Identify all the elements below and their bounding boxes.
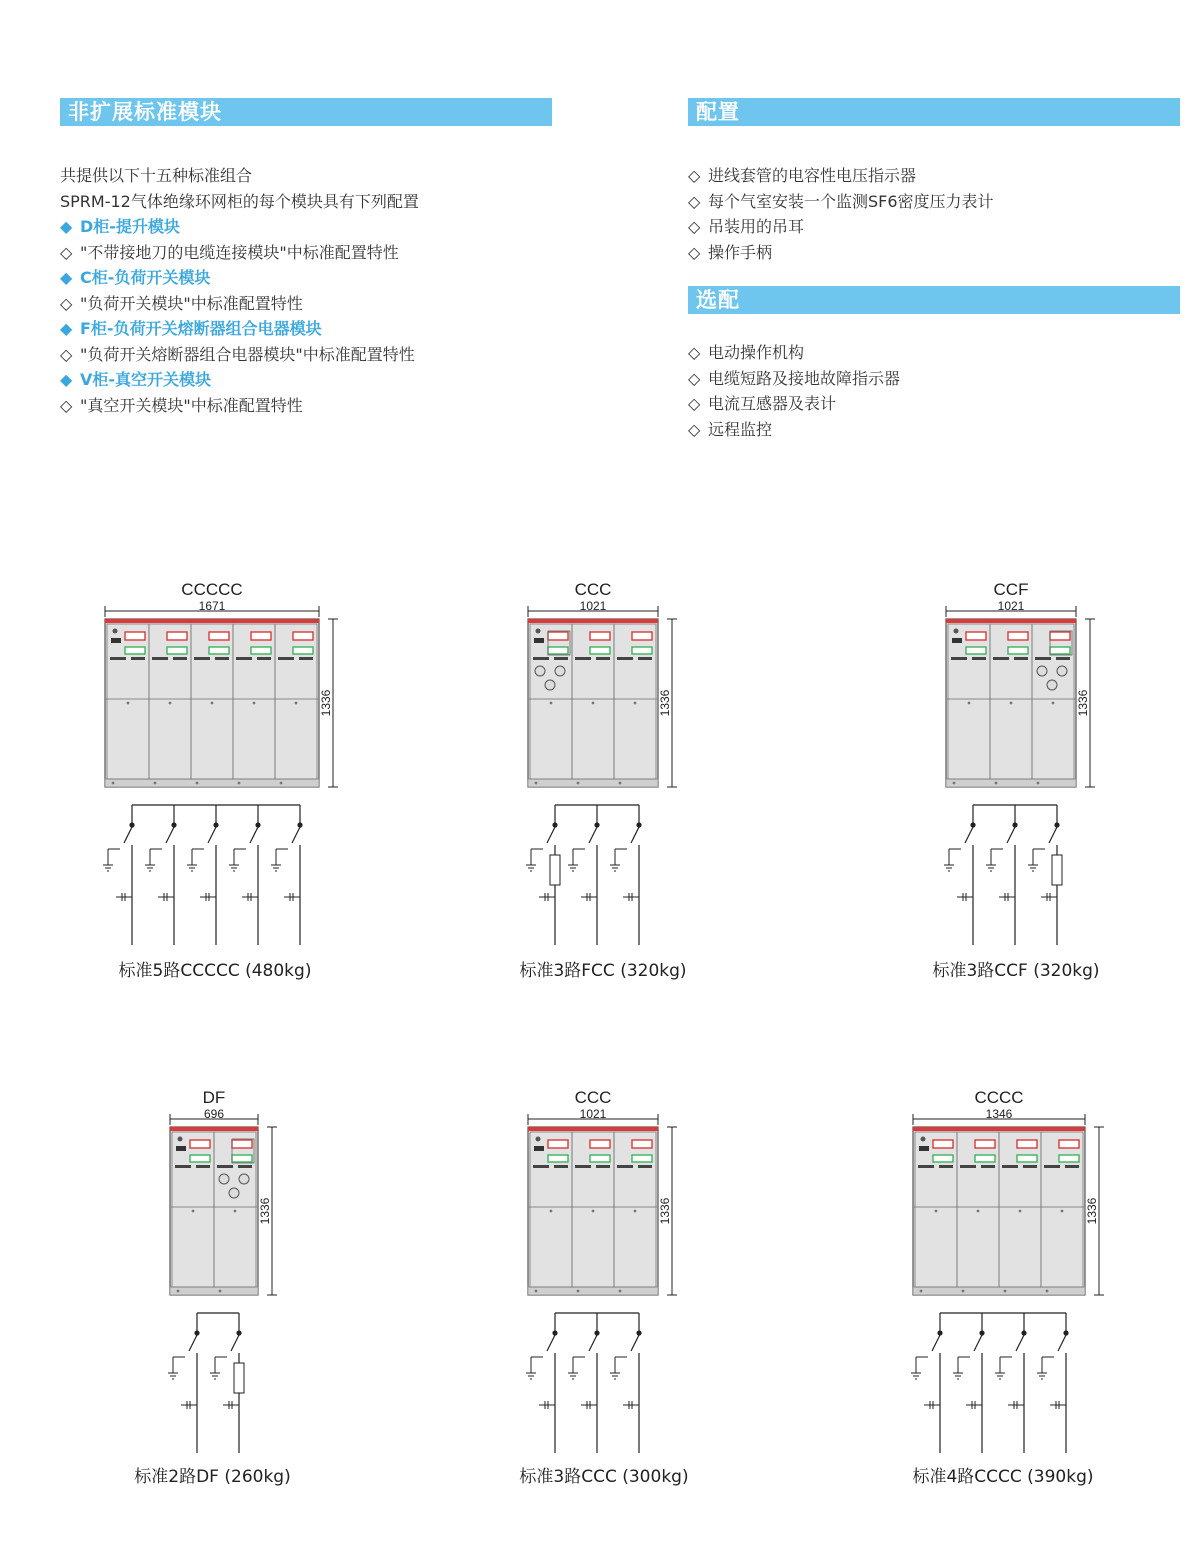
switch-blade-icon: [631, 1335, 639, 1351]
base-bolt: [619, 1290, 622, 1293]
terminal-strip: [617, 657, 633, 660]
red-indicator: [293, 632, 313, 640]
red-indicator: [632, 632, 652, 640]
text-line: [60, 189, 419, 215]
red-indicator: [966, 632, 986, 640]
base-bolt: [535, 1290, 538, 1293]
switch-contact-icon: [636, 1330, 641, 1335]
red-indicator: [933, 1140, 953, 1148]
switch-contact-icon: [979, 1330, 984, 1335]
cabinet-code-label: CCCC: [974, 1088, 1024, 1107]
green-indicator: [251, 647, 271, 654]
text-line: [60, 342, 419, 368]
terminal-strip: [1023, 1165, 1037, 1168]
cabinet-base: [946, 779, 1076, 787]
cabinet-drawing: [150, 1085, 288, 1457]
config-section-header: 配置: [688, 98, 1180, 126]
gauge-icon: [535, 666, 545, 676]
green-indicator: [590, 647, 610, 654]
filled-diamond-icon: ◆: [60, 319, 73, 338]
switch-blade-icon: [124, 827, 132, 843]
counter-display: [176, 1146, 186, 1151]
switch-contact-icon: [1063, 1330, 1068, 1335]
diamond-outline-icon: ◇: [688, 368, 701, 388]
line-text: V柜-真空开关模块: [80, 370, 212, 389]
terminal-strip: [596, 657, 610, 660]
counter-display: [534, 638, 544, 643]
door-handle: [977, 1210, 980, 1213]
counter-display: [111, 638, 121, 643]
switch-blade-icon: [965, 827, 973, 843]
diamond-outline-icon: ◇: [688, 242, 701, 262]
switch-contact-icon: [594, 822, 599, 827]
red-indicator: [125, 632, 145, 640]
text-line: [60, 291, 419, 317]
cabinet-figure: [508, 577, 688, 953]
switch-blade-icon: [189, 1335, 197, 1351]
cabinet-caption: 标准3路CCF (320kg): [932, 961, 1100, 981]
line-text: "负荷开关熔断器组合电器模块"中标准配置特性: [80, 344, 415, 364]
terminal-strip: [1035, 657, 1051, 660]
line-text: C柜-负荷开关模块: [80, 268, 211, 287]
terminal-strip: [533, 657, 549, 660]
cabinet-caption: 标准5路CCCCC (480kg): [118, 961, 312, 981]
cabinet-figure: [508, 1085, 688, 1461]
text-line: [688, 391, 900, 417]
diamond-outline-icon: ◇: [688, 191, 701, 211]
green-indicator: [548, 647, 568, 654]
width-dimension-label: 696: [203, 1107, 225, 1121]
cabinet-base: [528, 779, 658, 787]
red-indicator: [1017, 1140, 1037, 1148]
voltage-indicator-icon: [954, 629, 959, 634]
cabinet-top-band: [170, 1127, 258, 1131]
gauge-icon: [1057, 666, 1067, 676]
diamond-outline-icon: ◇: [688, 394, 701, 413]
filled-diamond-icon: ◆: [60, 268, 73, 287]
switch-blade-icon: [292, 827, 300, 843]
cabinet-drawing: [85, 577, 349, 949]
switch-contact-icon: [552, 1330, 557, 1335]
height-dimension-label: 1336: [1085, 1197, 1099, 1225]
width-dimension-label: 1021: [579, 1107, 607, 1121]
base-bolt: [219, 1290, 222, 1293]
width-dimension-label: 1671: [198, 599, 226, 613]
green-indicator: [1059, 1155, 1079, 1162]
line-text: 远程监控: [708, 419, 773, 439]
door-handle: [550, 702, 553, 705]
red-indicator: [590, 632, 610, 640]
green-indicator: [966, 647, 986, 654]
door-handle: [550, 1210, 553, 1213]
switch-contact-icon: [1012, 822, 1017, 827]
base-bolt: [577, 1290, 580, 1293]
green-indicator: [209, 647, 229, 654]
cabinet-top-band: [105, 619, 319, 623]
switch-contact-icon: [636, 822, 641, 827]
switch-contact-icon: [594, 1330, 599, 1335]
line-text: D柜-提升模块: [80, 217, 180, 236]
cabinet-top-band: [913, 1127, 1085, 1131]
terminal-strip: [110, 657, 126, 660]
cabinet-base: [170, 1287, 258, 1295]
config-section-list: [688, 163, 994, 265]
terminal-strip: [638, 1165, 652, 1168]
diamond-outline-icon: ◇: [60, 293, 73, 313]
filled-diamond-icon: ◆: [60, 370, 73, 389]
gauge-icon: [545, 680, 555, 690]
counter-display: [919, 1146, 929, 1151]
line-text: 共提供以下十五种标准组合: [60, 166, 253, 185]
door-handle: [1019, 1210, 1022, 1213]
optional-section-header: 选配: [688, 286, 1180, 314]
base-bolt: [280, 782, 283, 785]
red-indicator: [975, 1140, 995, 1148]
fuse-icon: [1052, 855, 1062, 885]
diamond-outline-icon: ◇: [688, 217, 701, 236]
switch-blade-icon: [250, 827, 258, 843]
terminal-strip: [960, 1165, 976, 1168]
base-bolt: [154, 782, 157, 785]
terminal-strip: [617, 1165, 633, 1168]
counter-display: [534, 1146, 544, 1151]
door-handle: [592, 1210, 595, 1213]
switch-contact-icon: [171, 822, 176, 827]
switch-contact-icon: [970, 822, 975, 827]
switch-blade-icon: [208, 827, 216, 843]
terminal-strip: [278, 657, 294, 660]
line-text: "负荷开关模块"中标准配置特性: [80, 293, 303, 313]
height-dimension-label: 1336: [319, 689, 333, 717]
green-indicator: [933, 1155, 953, 1162]
line-text: "真空开关模块"中标准配置特性: [80, 395, 303, 415]
terminal-strip: [533, 1165, 549, 1168]
base-bolt: [196, 782, 199, 785]
terminal-strip: [257, 657, 271, 660]
cabinet-code-label: DF: [202, 1088, 226, 1107]
optional-section-list: [688, 340, 900, 442]
switch-blade-icon: [1058, 1335, 1066, 1351]
text-line: [688, 240, 994, 266]
terminal-strip: [1014, 657, 1028, 660]
terminal-strip: [981, 1165, 995, 1168]
red-indicator: [1050, 632, 1070, 640]
green-indicator: [293, 647, 313, 654]
terminal-strip: [215, 657, 229, 660]
terminal-strip: [1002, 1165, 1018, 1168]
door-handle: [935, 1210, 938, 1213]
width-dimension-label: 1021: [997, 599, 1025, 613]
base-bolt: [920, 1290, 923, 1293]
red-indicator: [632, 1140, 652, 1148]
switch-contact-icon: [194, 1330, 199, 1335]
door-handle: [1010, 702, 1013, 705]
text-line: [688, 340, 900, 366]
voltage-indicator-icon: [536, 1137, 541, 1142]
line-text: 吊装用的吊耳: [708, 217, 805, 236]
switch-blade-icon: [1007, 827, 1015, 843]
width-dimension-label: 1021: [579, 599, 607, 613]
door-handle: [634, 1210, 637, 1213]
gauge-icon: [239, 1174, 249, 1184]
line-text: 进线套管的电容性电压指示器: [708, 166, 917, 185]
cabinet-base: [105, 779, 319, 787]
switch-blade-icon: [589, 1335, 597, 1351]
gauge-icon: [555, 666, 565, 676]
text-line: [688, 214, 994, 240]
height-dimension-label: 1336: [658, 689, 672, 717]
line-text: "不带接地刀的电缆连接模块"中标准配置特性: [80, 242, 399, 262]
text-line: [60, 393, 419, 419]
cabinet-figure: [85, 577, 349, 953]
terminal-strip: [152, 657, 168, 660]
switch-blade-icon: [231, 1335, 239, 1351]
text-line: [60, 316, 419, 342]
fuse-icon: [550, 855, 560, 885]
base-bolt: [577, 782, 580, 785]
terminal-strip: [299, 657, 313, 660]
switch-contact-icon: [1021, 1330, 1026, 1335]
door-handle: [1052, 702, 1055, 705]
door-handle: [295, 702, 298, 705]
terminal-strip: [196, 1165, 210, 1168]
line-text: 电缆短路及接地故障指示器: [708, 368, 901, 388]
base-bolt: [1004, 1290, 1007, 1293]
cabinet-code-label: CCC: [574, 1088, 612, 1107]
cabinet-figure: [150, 1085, 288, 1461]
door-handle: [968, 702, 971, 705]
green-indicator: [190, 1155, 210, 1162]
diamond-outline-icon: ◇: [688, 166, 701, 185]
terminal-strip: [951, 657, 967, 660]
gauge-icon: [219, 1174, 229, 1184]
terminal-strip: [1056, 657, 1070, 660]
green-indicator: [125, 647, 145, 654]
door-handle: [1061, 1210, 1064, 1213]
gauge-icon: [229, 1188, 239, 1198]
cabinet-caption: 标准3路FCC (320kg): [519, 961, 687, 981]
switch-blade-icon: [547, 1335, 555, 1351]
line-text: 电动操作机构: [708, 343, 805, 362]
width-dimension-label: 1346: [985, 1107, 1013, 1121]
door-handle: [234, 1210, 237, 1213]
counter-display: [952, 638, 962, 643]
cabinet-top-band: [528, 1127, 658, 1131]
switch-contact-icon: [236, 1330, 241, 1335]
height-dimension-label: 1336: [658, 1197, 672, 1225]
height-dimension-label: 1336: [258, 1197, 272, 1225]
red-indicator: [167, 632, 187, 640]
green-indicator: [548, 1155, 568, 1162]
terminal-strip: [173, 657, 187, 660]
red-indicator: [590, 1140, 610, 1148]
terminal-strip: [1065, 1165, 1079, 1168]
base-bolt: [953, 782, 956, 785]
base-bolt: [177, 1290, 180, 1293]
red-indicator: [190, 1140, 210, 1148]
cabinet-drawing: [926, 577, 1106, 949]
door-handle: [592, 702, 595, 705]
gauge-icon: [1047, 680, 1057, 690]
switch-contact-icon: [255, 822, 260, 827]
left-section-header: 非扩展标准模块: [60, 98, 552, 126]
green-indicator: [232, 1155, 252, 1162]
terminal-strip: [217, 1165, 233, 1168]
terminal-strip: [918, 1165, 934, 1168]
terminal-strip: [939, 1165, 953, 1168]
text-line: [688, 417, 900, 443]
diamond-outline-icon: ◇: [60, 344, 73, 364]
green-indicator: [590, 1155, 610, 1162]
cabinet-drawing: [508, 577, 688, 949]
cabinet-base: [913, 1287, 1085, 1295]
fuse-icon: [234, 1363, 244, 1393]
green-indicator: [632, 1155, 652, 1162]
text-line: [60, 367, 419, 393]
switch-contact-icon: [213, 822, 218, 827]
green-indicator: [1017, 1155, 1037, 1162]
cabinet-figure: [893, 1085, 1115, 1461]
text-line: [60, 163, 419, 189]
diamond-outline-icon: ◇: [60, 242, 73, 262]
terminal-strip: [236, 657, 252, 660]
cabinet-code-label: CCF: [993, 580, 1029, 599]
terminal-strip: [554, 1165, 568, 1168]
door-handle: [211, 702, 214, 705]
terminal-strip: [575, 1165, 591, 1168]
cabinet-code-label: CCCCC: [181, 580, 243, 599]
diamond-outline-icon: ◇: [60, 395, 73, 415]
terminal-strip: [131, 657, 145, 660]
terminal-strip: [175, 1165, 191, 1168]
base-bolt: [238, 782, 241, 785]
base-bolt: [112, 782, 115, 785]
gauge-icon: [1037, 666, 1047, 676]
text-line: [60, 265, 419, 291]
cabinet-drawing: [508, 1085, 688, 1457]
red-indicator: [548, 632, 568, 640]
base-bolt: [995, 782, 998, 785]
terminal-strip: [1044, 1165, 1060, 1168]
cabinet-figure: [926, 577, 1106, 953]
red-indicator: [209, 632, 229, 640]
terminal-strip: [972, 657, 986, 660]
cabinet-drawing: [893, 1085, 1115, 1457]
terminal-strip: [638, 657, 652, 660]
switch-blade-icon: [547, 827, 555, 843]
line-text: SPRM-12气体绝缘环网柜的每个模块具有下列配置: [60, 191, 419, 211]
switch-contact-icon: [297, 822, 302, 827]
terminal-strip: [575, 657, 591, 660]
line-text: F柜-负荷开关熔断器组合电器模块: [80, 319, 322, 338]
terminal-strip: [554, 657, 568, 660]
cabinet-caption: 标准3路CCC (300kg): [519, 1467, 689, 1487]
door-handle: [634, 702, 637, 705]
diamond-outline-icon: ◇: [688, 343, 701, 362]
door-handle: [192, 1210, 195, 1213]
cabinet-top-band: [946, 619, 1076, 623]
switch-contact-icon: [552, 822, 557, 827]
base-bolt: [535, 782, 538, 785]
text-line: [688, 189, 994, 215]
switch-blade-icon: [166, 827, 174, 843]
door-handle: [253, 702, 256, 705]
switch-contact-icon: [1054, 822, 1059, 827]
switch-blade-icon: [932, 1335, 940, 1351]
green-indicator: [1008, 647, 1028, 654]
line-text: 电流互感器及表计: [708, 394, 837, 413]
green-indicator: [975, 1155, 995, 1162]
red-indicator: [232, 1140, 252, 1148]
voltage-indicator-icon: [178, 1137, 183, 1142]
green-indicator: [632, 647, 652, 654]
terminal-strip: [238, 1165, 252, 1168]
cabinet-base: [528, 1287, 658, 1295]
text-line: [60, 214, 419, 240]
base-bolt: [1037, 782, 1040, 785]
red-indicator: [251, 632, 271, 640]
red-indicator: [548, 1140, 568, 1148]
base-bolt: [962, 1290, 965, 1293]
terminal-strip: [596, 1165, 610, 1168]
switch-blade-icon: [589, 827, 597, 843]
voltage-indicator-icon: [536, 629, 541, 634]
switch-contact-icon: [129, 822, 134, 827]
door-handle: [127, 702, 130, 705]
cabinet-caption: 标准4路CCCC (390kg): [912, 1467, 1094, 1487]
cabinet-code-label: CCC: [574, 580, 612, 599]
switch-blade-icon: [1049, 827, 1057, 843]
text-line: [60, 240, 419, 266]
voltage-indicator-icon: [921, 1137, 926, 1142]
cabinet-caption: 标准2路DF (260kg): [134, 1467, 291, 1487]
door-handle: [169, 702, 172, 705]
red-indicator: [1008, 632, 1028, 640]
cabinet-top-band: [528, 619, 658, 623]
terminal-strip: [194, 657, 210, 660]
base-bolt: [1046, 1290, 1049, 1293]
switch-blade-icon: [974, 1335, 982, 1351]
height-dimension-label: 1336: [1076, 689, 1090, 717]
base-bolt: [619, 782, 622, 785]
voltage-indicator-icon: [113, 629, 118, 634]
line-text: 操作手柄: [708, 242, 773, 262]
green-indicator: [167, 647, 187, 654]
line-text: 每个气室安装一个监测SF6密度压力表计: [708, 191, 994, 211]
terminal-strip: [993, 657, 1009, 660]
diamond-outline-icon: ◇: [688, 419, 701, 439]
left-section-text: [60, 163, 419, 418]
red-indicator: [1059, 1140, 1079, 1148]
text-line: [688, 163, 994, 189]
switch-blade-icon: [631, 827, 639, 843]
green-indicator: [1050, 647, 1070, 654]
switch-blade-icon: [1016, 1335, 1024, 1351]
text-line: [688, 366, 900, 392]
switch-contact-icon: [937, 1330, 942, 1335]
filled-diamond-icon: ◆: [60, 217, 73, 236]
